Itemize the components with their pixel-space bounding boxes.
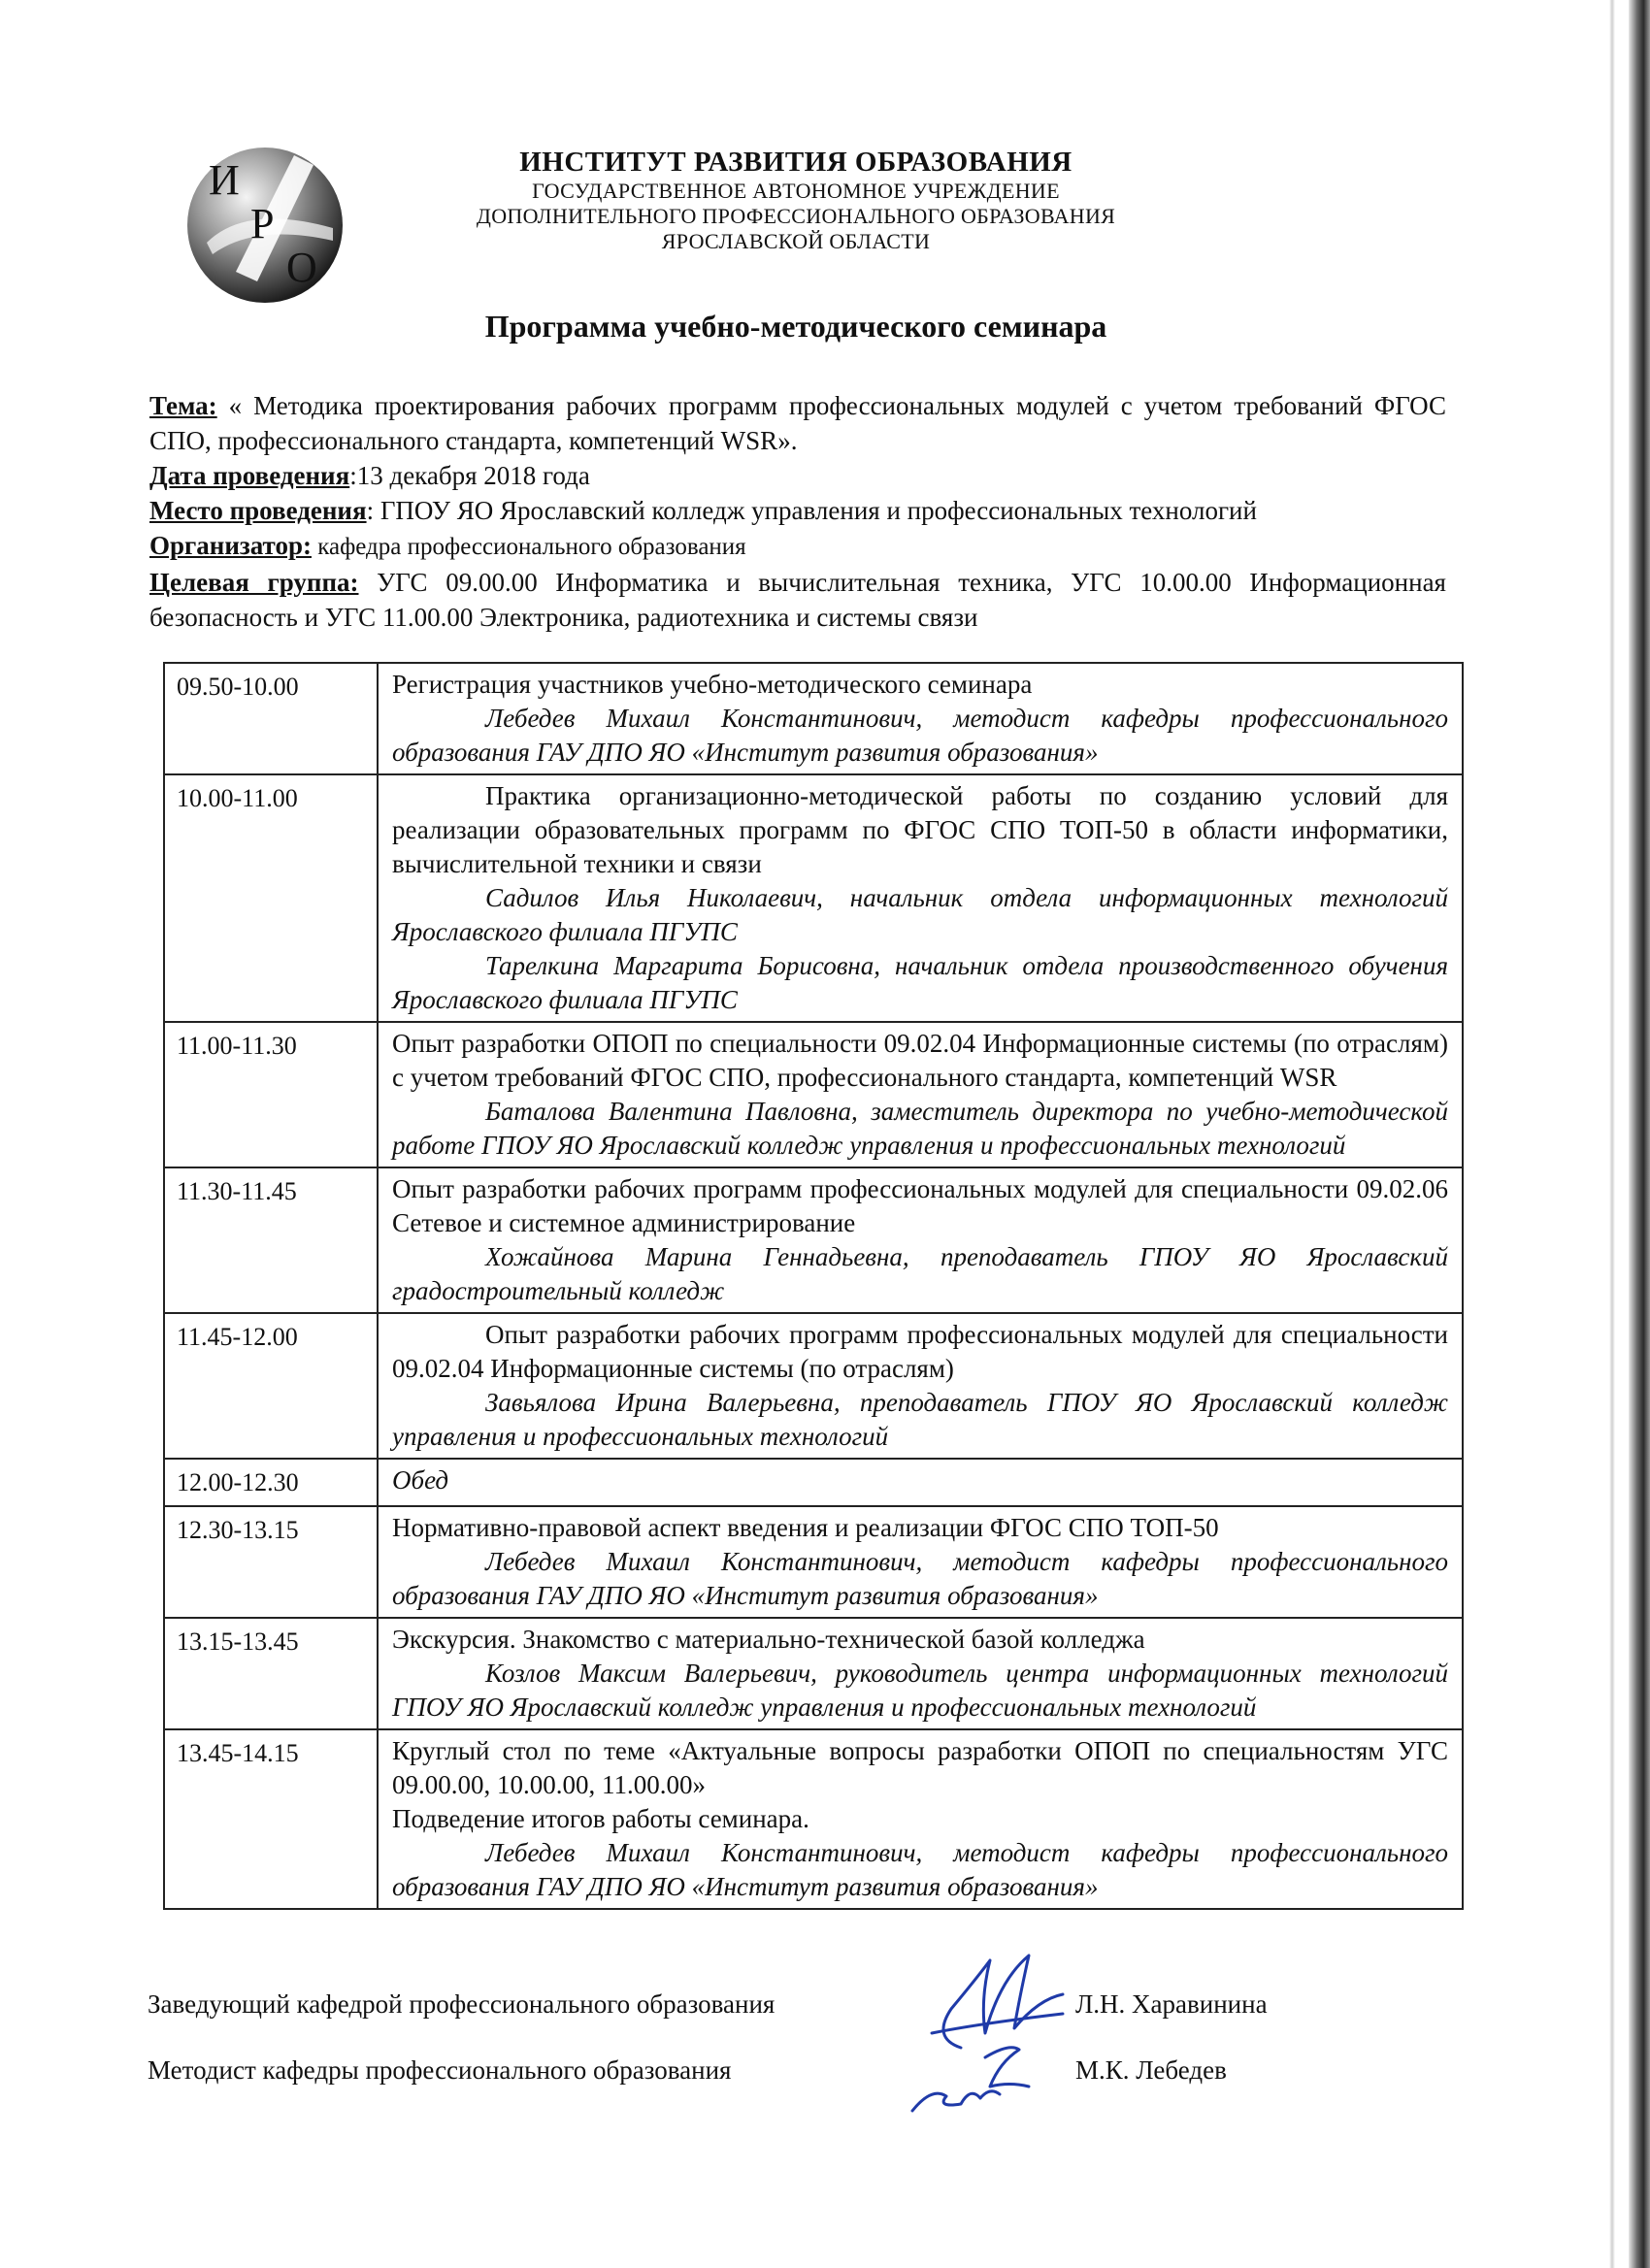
topic-cell: [378, 1618, 1463, 1729]
table-row: [164, 1459, 1463, 1506]
speaker-text: Тарелкина Маргарита Борисовна, начальник отдела производственного обучения Ярославского филиала ПГУПС: [392, 951, 1448, 1014]
scan-edge-line: [1609, 0, 1615, 2268]
organizer-line: [149, 528, 1446, 565]
institute-line: ГОСУДАРСТВЕННОЕ АВТОНОМНОЕ УЧРЕЖДЕНИЕ: [532, 179, 1060, 203]
head-name: Л.Н. Харавинина: [1075, 1989, 1268, 2019]
iro-logo: [178, 136, 357, 306]
table-row: [164, 1313, 1463, 1459]
time-cell: 13.15-13.45: [164, 1618, 378, 1729]
speaker-text: Лебедев Михаил Константинович, методист кафедры профессионального образования ГАУ ДПО ЯО «Институт развития образования»: [392, 1547, 1448, 1610]
target-group-line: [149, 565, 1446, 635]
head-position: Заведующий кафедрой профессионального образования: [148, 1989, 776, 2019]
theme-label: Тема:: [149, 391, 217, 420]
theme-text: « Методика проектирования рабочих программ профессиональных модулей с учетом требований ФГОС СПО, профессионального стандарта, компетенций WSR».: [149, 391, 1446, 455]
speaker-text: Баталова Валентина Павловна, заместитель директора по учебно-методической работе ГПОУ ЯО Ярославский колледж управления и профессиональных технологий: [392, 1097, 1448, 1160]
time-cell: 09.50-10.00: [164, 663, 378, 774]
topic-cell: [378, 1729, 1463, 1909]
topic-text: Опыт разработки рабочих программ профессиональных модулей для специальности 09.02.04 Информационные системы (по отраслям): [392, 1320, 1448, 1383]
table-row: [164, 663, 1463, 774]
topic-cell: [378, 663, 1463, 774]
speaker-text: Садилов Илья Николаевич, начальник отдела информационных технологий Ярославского филиала ПГУПС: [392, 883, 1448, 946]
table-row: [164, 1022, 1463, 1167]
logo-letter: Р: [250, 200, 275, 247]
scan-edge: [1629, 0, 1650, 2268]
topic-text: Экскурсия. Знакомство с материально-технической базой колледжа: [392, 1625, 1145, 1654]
topic-text: Круглый стол по теме «Актуальные вопросы разработки ОПОП по специальностям УГС 09.00.00, 10.00.00, 11.00.00»: [392, 1736, 1448, 1799]
logo-letter: О: [286, 244, 317, 291]
time-cell: 12.30-13.15: [164, 1506, 378, 1618]
topic-text: Регистрация участников учебно-методического семинара: [392, 670, 1033, 699]
speaker-text: Хожайнова Марина Геннадьевна, преподаватель ГПОУ ЯО Ярославский градостроительный колледж: [392, 1242, 1448, 1305]
table-row: [164, 1506, 1463, 1618]
target-group-label: Целевая группа:: [149, 568, 359, 597]
table-row: [164, 1729, 1463, 1909]
institute-line: ДОПОЛНИТЕЛЬНОГО ПРОФЕССИОНАЛЬНОГО ОБРАЗОВАНИЯ: [476, 204, 1116, 228]
date-line: [149, 458, 1446, 493]
topic-cell: [378, 1167, 1463, 1313]
institute-line: ЯРОСЛАВСКОЙ ОБЛАСТИ: [661, 229, 931, 253]
target-group-text: УГС 09.00.00 Информатика и вычислительная техника, УГС 10.00.00 Информационная безопасность и УГС 11.00.00 Электроника, радиотехника и системы связи: [149, 568, 1446, 632]
speaker-text: Лебедев Михаил Константинович, методист кафедры профессионального образования ГАУ ДПО ЯО «Институт развития образования»: [392, 1838, 1448, 1901]
lunch-text: Обед: [392, 1465, 449, 1495]
table-row: [164, 1618, 1463, 1729]
place-label: Место проведения: [149, 496, 367, 525]
institute-header: [408, 146, 1184, 254]
summary-text: Подведение итогов работы семинара.: [392, 1804, 809, 1833]
topic-cell: [378, 1506, 1463, 1618]
topic-cell: [378, 1459, 1463, 1506]
time-cell: 11.45-12.00: [164, 1313, 378, 1459]
table-row: [164, 1167, 1463, 1313]
document-title: Программа учебно-методического семинара: [484, 309, 1107, 344]
program-table: [163, 662, 1464, 1910]
speaker-text: Завьялова Ирина Валерьевна, преподаватель ГПОУ ЯО Ярославский колледж управления и профессиональных технологий: [392, 1388, 1448, 1451]
topic-cell: [378, 1022, 1463, 1167]
time-cell: 10.00-11.00: [164, 774, 378, 1022]
methodist-name: М.К. Лебедев: [1075, 2055, 1227, 2085]
topic-text: Практика организационно-методической работы по созданию условий для реализации образовательных программ по ФГОС СПО ТОП-50 в области информатики, вычислительной техники и связи: [392, 781, 1448, 878]
time-cell: 11.00-11.30: [164, 1022, 378, 1167]
place-line: [149, 493, 1446, 528]
table-row: [164, 774, 1463, 1022]
theme-line: [149, 388, 1446, 458]
date-text: :13 декабря 2018 года: [349, 461, 590, 490]
methodist-position: Методист кафедры профессионального образования: [148, 2055, 732, 2085]
topic-text: Опыт разработки ОПОП по специальности 09.02.04 Информационные системы (по отраслям) с учетом требований ФГОС СПО, профессионального стандарта, компетенций WSR: [392, 1029, 1448, 1092]
topic-cell: [378, 1313, 1463, 1459]
topic-text: Нормативно-правовой аспект введения и реализации ФГОС СПО ТОП-50: [392, 1513, 1219, 1542]
time-cell: 12.00-12.30: [164, 1459, 378, 1506]
speaker-text: Козлов Максим Валерьевич, руководитель центра информационных технологий ГПОУ ЯО Ярославский колледж управления и профессиональных технологий: [392, 1659, 1448, 1722]
place-text: : ГПОУ ЯО Ярославский колледж управления и профессиональных технологий: [366, 496, 1257, 525]
topic-cell: [378, 774, 1463, 1022]
topic-text: Опыт разработки рабочих программ профессиональных модулей для специальности 09.02.06 Сетевое и системное администрирование: [392, 1174, 1448, 1237]
time-cell: 11.30-11.45: [164, 1167, 378, 1313]
speaker-text: Лебедев Михаил Константинович, методист кафедры профессионального образования ГАУ ДПО ЯО «Институт развития образования»: [392, 704, 1448, 767]
organizer-text: кафедра профессионального образования: [311, 534, 746, 560]
time-cell: 13.45-14.15: [164, 1729, 378, 1909]
seminar-info: [149, 388, 1446, 635]
logo-letter: И: [209, 156, 240, 204]
handwritten-signature: [893, 1941, 1136, 2125]
date-label: Дата проведения: [149, 461, 350, 490]
institute-name: ИНСТИТУТ РАЗВИТИЯ ОБРАЗОВАНИЯ: [519, 147, 1072, 178]
organizer-label: Организатор:: [149, 531, 312, 560]
